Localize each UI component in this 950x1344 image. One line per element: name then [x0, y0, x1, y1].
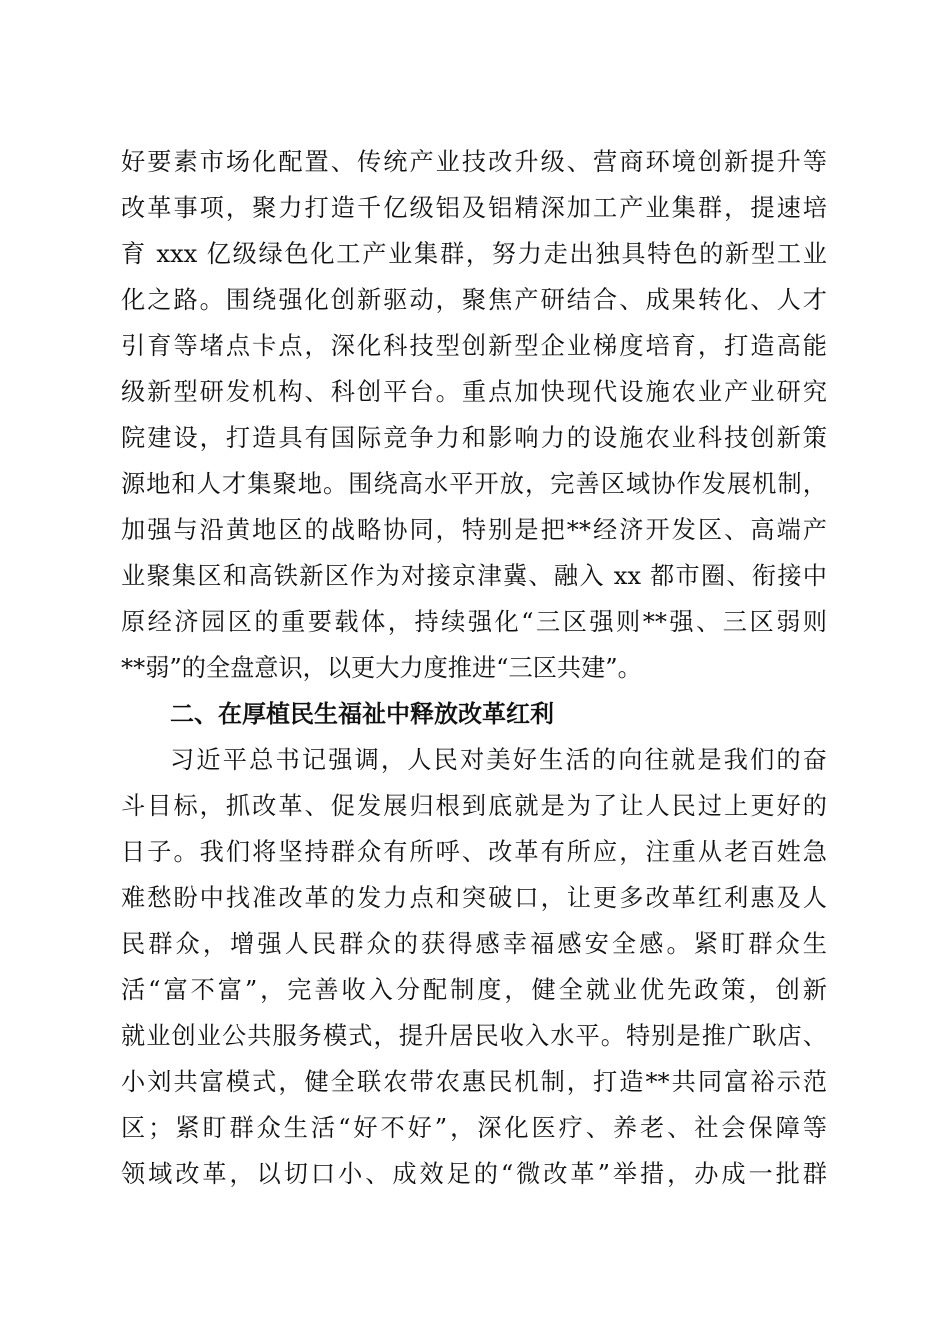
paragraph-line: 小刘共富模式，健全联农带农惠民机制，打造**共同富裕示范: [121, 1068, 827, 1096]
paragraph-line: 化之路。围绕强化创新驱动，聚焦产研结合、成果转化、人才: [121, 286, 827, 314]
paragraph-line: 原经济园区的重要载体，持续强化“三区强则**强、三区弱则: [121, 608, 827, 636]
paragraph-line: 难愁盼中找准改革的发力点和突破口，让更多改革红利惠及人: [121, 884, 827, 912]
paragraph-line: 院建设，打造具有国际竞争力和影响力的设施农业科技创新策: [121, 424, 827, 452]
paragraph-line: 业聚集区和高铁新区作为对接京津冀、融入 xx 都市圈、衔接中: [121, 562, 827, 590]
paragraph-line: 习近平总书记强调，人民对美好生活的向往就是我们的奋: [170, 746, 827, 774]
section-heading: 二、在厚植民生福祉中释放改革红利: [170, 700, 554, 728]
paragraph-line: 活“富不富”，完善收入分配制度，健全就业优先政策，创新: [121, 976, 827, 1004]
paragraph-line: 改革事项，聚力打造千亿级铝及铝精深加工产业集群，提速培: [121, 194, 827, 222]
paragraph-line: 区；紧盯群众生活“好不好”，深化医疗、养老、社会保障等: [121, 1114, 827, 1142]
paragraph-line: 好要素市场化配置、传统产业技改升级、营商环境创新提升等: [121, 148, 827, 176]
paragraph-line: 级新型研发机构、科创平台。重点加快现代设施农业产业研究: [121, 378, 827, 406]
paragraph-line: 就业创业公共服务模式，提升居民收入水平。特别是推广耿店、: [121, 1022, 827, 1050]
paragraph-line: 引育等堵点卡点，深化科技型创新型企业梯度培育，打造高能: [121, 332, 827, 360]
paragraph-line: 加强与沿黄地区的战略协同，特别是把**经济开发区、高端产: [121, 516, 827, 544]
paragraph-line: **弱”的全盘意识，以更大力度推进“三区共建”。: [121, 654, 642, 682]
paragraph-line: 源地和人才集聚地。围绕高水平开放，完善区域协作发展机制，: [121, 470, 827, 498]
paragraph-line: 领域改革，以切口小、成效足的“微改革”举措，办成一批群: [121, 1160, 827, 1188]
paragraph-line: 民群众，增强人民群众的获得感幸福感安全感。紧盯群众生: [121, 930, 827, 958]
paragraph-line: 日子。我们将坚持群众有所呼、改革有所应，注重从老百姓急: [121, 838, 827, 866]
paragraph-line: 斗目标，抓改革、促发展归根到底就是为了让人民过上更好的: [121, 792, 827, 820]
paragraph-line: 育 xxx 亿级绿色化工产业集群，努力走出独具特色的新型工业: [121, 240, 827, 268]
